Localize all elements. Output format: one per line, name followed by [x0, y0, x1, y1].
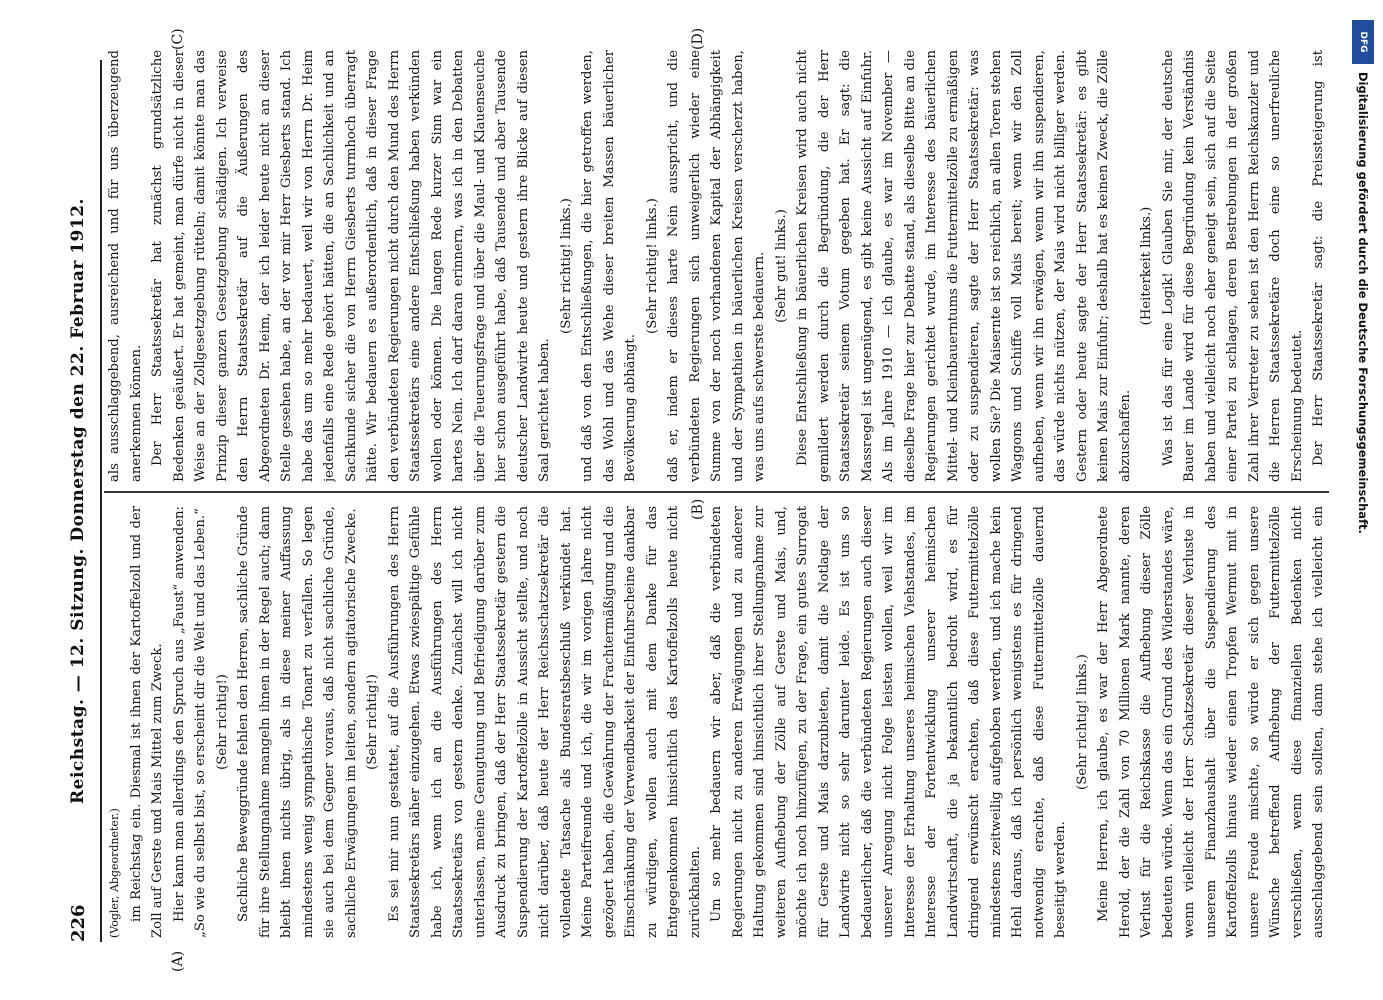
- page-number: 226: [68, 904, 89, 942]
- paragraph: Der Herr Staatssekretär sagt: die Preissteigerung ist: [1311, 50, 1326, 466]
- margin-letter-b: (B): [690, 498, 706, 520]
- interjection: (Sehr richtig! links.): [644, 198, 660, 334]
- interjection: (Sehr richtig! links.): [1074, 654, 1090, 790]
- interjection: (Sehr richtig!): [214, 674, 230, 770]
- right-column: [104, 50, 1334, 482]
- margin-letter-d: (D): [690, 27, 706, 50]
- column-divider: [104, 491, 1329, 493]
- interjection: (Sehr richtig!): [365, 674, 380, 770]
- speaker-label: (Vogler, Abgeordneter.): [108, 808, 121, 938]
- paragraph: Diese Entschließung in bäuerlichen Kreisen wird auch nicht gemildert werden durch die Begründung, die der Herr Staatssekretär seinem Votum gegeben hat. Er sagt: die Massregel ist ungenügend, es gibt keine Aussicht auf Einfuhr. Als im Jahre 1910 — ich glaube, es war im November — dieselbe Frage hier zur Debatte stand, als dieselbe Bitte an die Regierungen gerichtet wurde, im Interesse des bäuerlichen Mittel- und Kleinbauerntums die Futtermittelzölle zu ermäßigen oder zu suspendieren, sagte der Herr Staatssekretär: was wollen Sie? Die Maisernte ist so reichlich, an allen Toren stehen Waggons und Schiffe voll Mais bereit; wenn wir den Zoll aufheben, wenn wir ihn erwägen, wenn wir ihn suspendieren, das würde nichts nützen, der Mais wird nicht billiger werden. Gestern oder heute sagte der Herr Staatssekretär: es gibt keinen Mais zur Einfuhr; deshalb hat es keinen Zweck, die Zölle abzuschaffen.: [795, 50, 1133, 482]
- interjection: (Heiterkeit links.): [1139, 206, 1154, 326]
- running-title: Reichstag. — 12. Sitzung. Donnerstag den 22. Februar 1912.: [68, 198, 88, 804]
- paragraph: und daß von den Entschließungen, die hier getroffen werden, das Wohl und das Wehe dieser breiten Massen bäuerlicher Bevölkerung abhängt.: [580, 50, 638, 482]
- paragraph: Der Herr Staatssekretär hat zunächst grundsätzliche Bedenken geäußert. Er hat gemeint, man dürfe nicht in dieser Weise an der Zollgesetzgebung rütteln; damit könnte man das Prinzip dieser ganzen Gesetzgebung schädigen. Ich verweise den Herrn Staatssekretär auf die Äußerungen des Abgeordneten Dr. Heim, der ich leider heute nicht an dieser Stelle gesehen habe, an der vor mir Herr Giesberts stand. Ich habe das um so mehr bedauert, weil wir von Herrn Dr. Heim jedenfalls eine Rede gehört hätten, die an Sachlichkeit und an Sachkunde sicher die von Herrn Giesberts turmhoch überragt hätte. Wir bedauern es außerordentlich, daß in dieser Frage den verbündeten Regierungen nicht durch den Mund des Herrn Staatssekretärs eine andere Entschließung haben verkünden wollen oder können. Die langen Rede kurzer Sinn war ein hartes Nein. Ich darf daran erinnern, was ich in den Debatten über die Teuerungsfrage und über die Maul- und Klauenseuche hier schon ausgeführt habe, daß Tausende und aber Tausende deutscher Landwirte heute und gestern ihre Blicke auf diesen Saal gerichtet haben.: [150, 50, 552, 482]
- left-column: [104, 506, 1334, 938]
- interjection: (Sehr gut! links.): [773, 209, 789, 323]
- margin-letter-a: (A): [170, 950, 186, 972]
- paragraph: Sachliche Beweggründe fehlen den Herren, sachliche Gründe für ihre Stellungnahme mangeln ihnen in der Regel auch; dann bleibt ihnen nichts übrig, als in diese meiner Auffassung mindestens wenig sympathische Tonart zu verfallen. So legen sie auch bei dem Gegner voraus, daß nicht sachliche Gründe, sachliche Erwägungen im leiten, sondern agitatorische Zwecke.: [236, 506, 359, 938]
- dfg-logo-text: DFG: [1358, 31, 1368, 53]
- paragraph: Hier kann man allerdings den Spruch aus „Faust“ anwenden: „So wie du selbst bist, so erscheint dir die Welt und das Leben.“: [171, 506, 208, 938]
- paragraph: Es sei mir nun gestattet, auf die Ausführungen des Herrn Staatssekretärs näher einzugehen. Etwas zwiespältige Gefühle habe ich, wenn ich an die Ausführungen des Herrn Staatssekretärs von gestern denke. Zunächst will ich nicht unterlassen, meine Genugtuung und Befriedigung darüber zum Ausdruck zu bringen, daß der Herr Staatssekretär gestern die Suspendierung der Kartoffelzölle in Aussicht stellte, und noch nicht darüber, daß heute der Herr Reichsschatzsekretär die vollendete Tatsache als Bundesratsbeschluß verkündet hat. Meine Parteifreunde und ich, die wir im vorigen Jahre nicht gezögert haben, die Gewährung der Frachtermäßigung und die Einschränkung der Verwendbarkeit der Einfuhrscheine dankbar zu würdigen, wollen auch mit dem Danke für das Entgegenkommen hinsichtlich des Kartoffelzolls heute nicht zurückhalten.: [386, 506, 703, 938]
- dfg-logo: [1352, 20, 1374, 64]
- paragraph: als ausschlaggebend, ausreichend und für uns überzeugend anerkennen können.: [107, 50, 144, 482]
- paragraph: Um so mehr bedauern wir aber, daß die verbündeten Regierungen nicht zu anderen Erwägungen und zu anderer Haltung gekommen sind hinsichtlich ihrer Stellungnahme zur weiteren Aufhebung der Zölle auf Gerste und Mais, und, möchte ich noch hinzufügen, zu der Frage, ein gutes Surrogat für Gerste und Mais darzubieten, damit die Notlage der Landwirte nicht so sehr darunter leide. Es ist uns so bedauerlicher, daß die verbündeten Regierungen auch dieser unserer Anregung nicht Folge leisten wollen, weil wir im Interesse der Erhaltung unseres heimischen Viehstandes, im Interesse der Fortentwicklung unserer heimischen Landwirtschaft, die ja bekanntlich bedroht wird, es für dringend erwünscht erachten, daß diese Futtermittelzölle mindestens zeitweilig aufgehoben werden, und ich mache kein Hehl daraus, daß ich persönlich wenigstens es für dringend notwendig erachte, daß diese Futtermittelzölle dauernd beseitigt werden.: [709, 506, 1068, 938]
- digitization-text: Digitalisierung gefördert durch die Deutsche Forschungsgemeinschaft.: [1356, 72, 1370, 534]
- digitization-notice: [1352, 20, 1376, 960]
- header-rule: [100, 60, 102, 942]
- paragraph: Meine Herren, ich glaube, es war der Herr Abgeordnete Herold, der die Zahl von 70 Millionen Mark nannte, deren Verlust für die Reichskasse die Aufhebung dieser Zölle bedeuten würde. Wenn das ein Grund des Widerstandes wäre, wenn vielleicht der Herr Schatzsekretär dieser Verluste in unserem Finanzhaushalt über die Suspendierung des Kartoffelzolls hinaus wieder einen Tropfen Wermut mit in unsere Freude mischte, so würde er sich gegen unsere Wünsche betreffend Aufhebung der Futtermittelzölle verschließen, wenn diese finanziellen Bedenken nicht ausschlaggebend sein sollten, dann stehe ich vielleicht ein: [1096, 506, 1326, 938]
- margin-letter-c: (C): [170, 28, 186, 50]
- page-header: [60, 60, 94, 942]
- interjection: (Sehr richtig! links.): [558, 198, 574, 334]
- paragraph: Was ist das für eine Logik! Glauben Sie mir, der deutsche Bauer im Lande wird für diese Begründung kein Verständnis haben und vielleicht noch eher geneigt sein, sich auf die Seite einer Partei zu schlagen, deren Bestrebungen in der großen Zahl ihrer Vertreter zu sehen ist den Herrn Reichskanzler und die Herren Staatssekretäre doch eine so unerfreuliche Erscheinung bedeutet.: [1160, 50, 1305, 482]
- paragraph: daß er, indem er dieses harte Nein ausspricht, und die verbündeten Regierungen sich unweigerlich wieder eine Summe von der noch vorhandenen Kapital der Abhängigkeit und der Sympathien in bäuerlichen Kreisen verscherzt haben, was uns aufs schwerste bedauern.: [666, 50, 767, 482]
- paragraph: im Reichstag ein. Diesmal ist ihnen der Kartoffelzoll und der Zoll auf Gerste und Mais Mittel zum Zweck.: [128, 506, 165, 938]
